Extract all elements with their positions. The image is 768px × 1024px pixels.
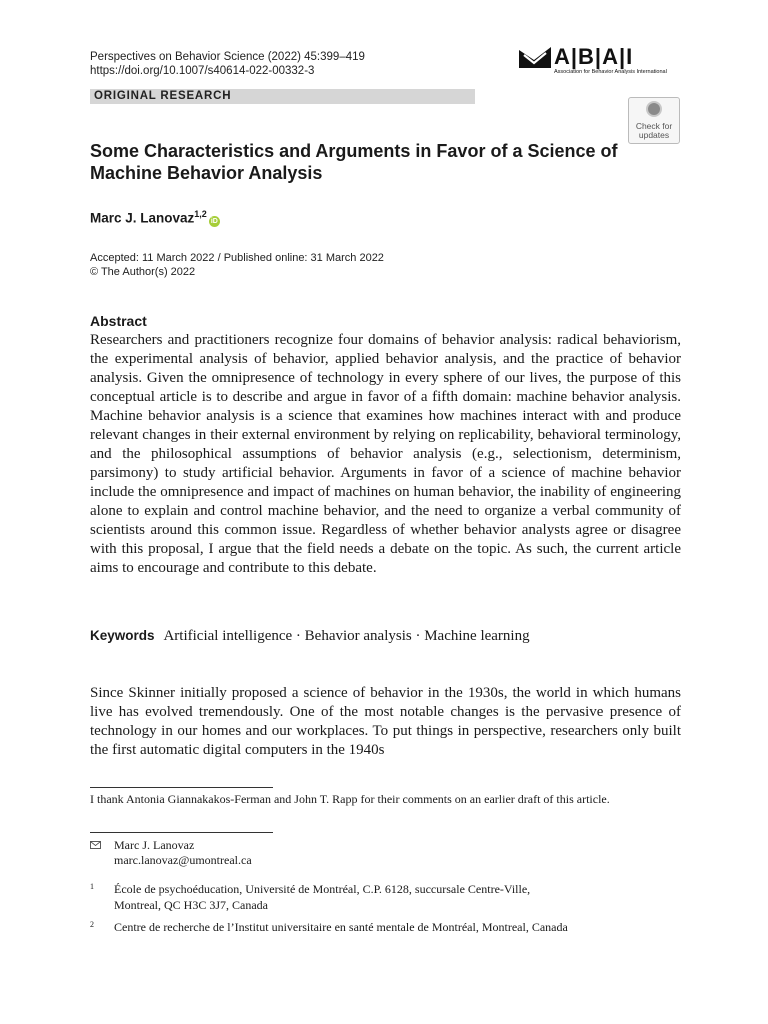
logo-subtitle: Association for Behavior Analysis International — [554, 69, 667, 75]
affiliation-2-number: 2 — [90, 920, 94, 929]
doi-link[interactable]: https://doi.org/10.1007/s40614-022-00332-3 — [90, 65, 315, 77]
affiliation-2-line1: Centre de recherche de l’Institut universitaire en santé mentale de Montréal, Montreal, Canada — [114, 920, 568, 934]
section-label-bar — [90, 89, 475, 104]
keywords-line — [90, 626, 690, 646]
article-title: Some Characteristics and Arguments in Favor of a Science of Machine Behavior Analysis — [90, 141, 618, 183]
accepted-published-dates: Accepted: 11 March 2022 / Published online: 31 March 2022 — [90, 252, 384, 264]
orcid-icon[interactable]: iD — [210, 217, 218, 225]
author-line — [90, 209, 220, 227]
abstract-text: Researchers and practitioners recognize four domains of behavior analysis: radical behaviorism, the experimental analysis of behavior, applied behavior analysis, and the practice of behavior analysis. Given the omnipresence of technology in every sphere of our lives, the purpose of this conceptual article is to describe and argue in favor of a fifth domain: machine behavior analysis. Machine behavior analysis is a science that examines how machines interact with and produce relevant changes in their external environment by relying on replicability, behavioral terminology, and the philosophical assumptions of behavior analysis (e.g., selectionism, determinism, parsimony) to study artificial behavior. Arguments in favor of a science of machine behavior include the omnipresence and impact of machines on human behavior, the inability of engineering alone to explain and control machine behavior, and the need to organize a verbal community of scientists around this common issue. Regardless of whether behavior analysts agree or disagree with this proposal, I argue that the field needs a debate on the topic. As such, the current article aims to encourage and contribute to this debate. — [90, 332, 681, 576]
abai-mark-icon — [518, 46, 552, 70]
journal-citation — [90, 50, 365, 78]
check-updates-line1: Check for — [635, 121, 673, 131]
abstract-heading: Abstract — [90, 313, 147, 329]
author-affiliation-marks: 1,2 — [194, 209, 207, 219]
contact-divider — [90, 832, 273, 833]
section-label: ORIGINAL RESEARCH — [94, 90, 232, 102]
journal-name: Perspectives on Behavior Science (2022) 45:399–419 — [90, 51, 365, 63]
author-name: Marc J. Lanovaz — [90, 210, 195, 226]
affiliation-1-line1: École de psychoéducation, Université de Montréal, C.P. 6128, succursale Centre-Ville, — [114, 882, 531, 896]
logo-letters: A|B|A|I — [554, 44, 634, 69]
footnote-divider — [90, 787, 273, 788]
check-updates-line2: updates — [638, 130, 670, 140]
contact-email[interactable]: marc.lanovaz@umontreal.ca — [114, 853, 252, 867]
keywords-list: Artificial intelligence · Behavior analysis · Machine learning — [163, 628, 530, 644]
keywords-heading: Keywords — [90, 628, 155, 643]
affiliation-1-line2: Montreal, QC H3C 3J7, Canada — [114, 897, 268, 912]
intro-paragraph: Since Skinner initially proposed a science of behavior in the 1930s, the world in which humans live has evolved tremendously. One of the most notable changes is the pervasive presence of technology in our homes and our workplaces. To put things in perspective, researchers only built the first automatic digital computers in the 1940s — [90, 685, 681, 758]
article-dates — [90, 251, 384, 279]
envelope-icon — [90, 841, 101, 849]
check-updates-icon — [646, 101, 662, 117]
copyright-notice: © The Author(s) 2022 — [90, 266, 196, 278]
abai-logo — [518, 44, 680, 78]
affiliation-1-number: 1 — [90, 882, 94, 891]
acknowledgement-footnote: I thank Antonia Giannakakos-Ferman and John T. Rapp for their comments on an earlier draft of this article. — [90, 792, 610, 806]
contact-name: Marc J. Lanovaz — [114, 838, 195, 852]
check-for-updates-badge[interactable] — [628, 97, 680, 144]
